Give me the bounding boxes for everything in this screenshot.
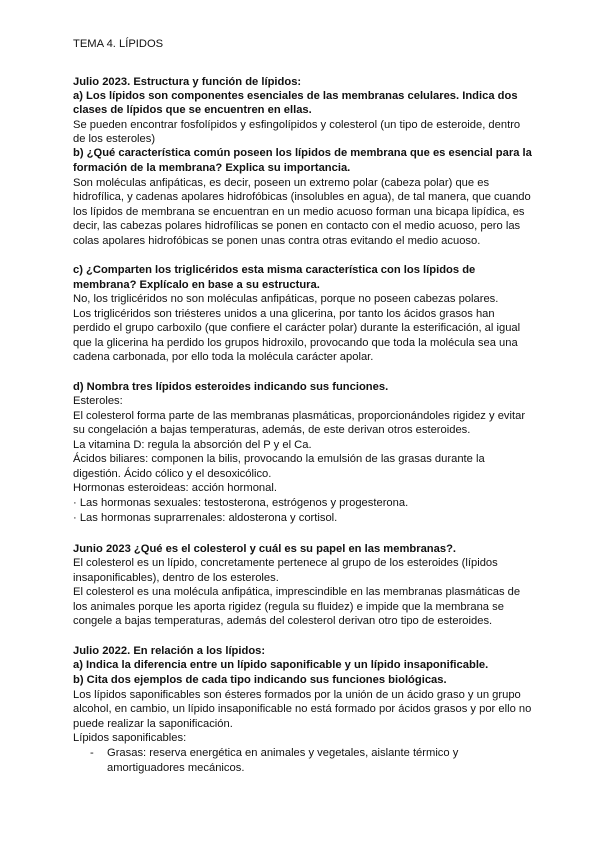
answer-line: Hormonas esteroideas: acción hormonal. — [73, 482, 277, 494]
answer-line: · Las hormonas suprarrenales: aldosterona y cortisol. — [73, 512, 338, 524]
question-d: d) Nombra tres lípidos esteroides indicando sus funciones. — [73, 381, 389, 393]
question-a: a) Los lípidos son componentes esenciales de las membranas celulares. Indica dos — [73, 90, 518, 102]
answer-line: Los triglicéridos son triésteres unidos a una glicerina, por tanto los ácidos grasos han — [73, 308, 495, 320]
answer-line: Se pueden encontrar fosfolípidos y esfingolípidos y colesterol (un tipo de esteroide, dentro — [73, 119, 521, 131]
answer-line: No, los triglicéridos no son moléculas anfipáticas, porque no poseen cabezas polares. — [73, 293, 499, 305]
answer-line: Ácidos biliares: componen la bilis, provocando la emulsión de las grasas durante la — [73, 453, 485, 465]
answer-line: Son moléculas anfipáticas, es decir, poseen un extremo polar (cabeza polar) que es — [73, 177, 490, 189]
question-title: Junio 2023 ¿Qué es el colesterol y cuál es su papel en las membranas?. — [73, 543, 457, 555]
answer-line: su congelación a bajas temperaturas, además, de este derivan otros esteroides. — [73, 424, 471, 436]
bullet-marker: - — [90, 747, 94, 759]
bullet-item: Grasas: reserva energética en animales y vegetales, aislante térmico y — [107, 747, 459, 759]
question-b: b) ¿Qué característica común poseen los lípidos de membrana que es esencial para la — [73, 147, 532, 159]
answer-line: Lípidos saponificables: — [73, 732, 187, 744]
answer-line: insaponificables), dentro de los esteroles. — [73, 572, 279, 584]
answer-line: Esteroles: — [73, 395, 123, 407]
answer-line: · Las hormonas sexuales: testosterona, estrógenos y progesterona. — [73, 497, 409, 509]
answer-line: perdido el grupo carboxilo (que confiere el carácter polar) durante la esterificación, al igual — [73, 322, 521, 334]
answer-line: que la glicerina ha perdido los grupos hidroxilo, provocando que toda la molécula sea una — [73, 337, 518, 349]
question-a: clases de lípidos que se encuentren en ellas. — [73, 104, 312, 116]
answer-line: alcohol, en cambio, un lípido insaponificable no está formado por ácidos grasos y por ello no — [73, 703, 532, 715]
answer-line: congele a bajas temperaturas, además del colesterol derivan otro tipo de esteroides. — [73, 615, 493, 627]
answer-line: El colesterol es un lípido, concretamente pertenece al grupo de los esteroides (lípidos — [73, 557, 498, 569]
answer-line: colas apolares hidrofóbicas se ponen unas contra otras evitando el medio acuoso. — [73, 235, 481, 247]
answer-line: El colesterol forma parte de las membranas plasmáticas, proporcionándoles rigidez y evitar — [73, 410, 526, 422]
answer-line: La vitamina D: regula la absorción del P y el Ca. — [73, 439, 312, 451]
answer-line: cadena carbonada, por ello toda la molécula carácter apolar. — [73, 351, 374, 363]
question-b: b) Cita dos ejemplos de cada tipo indicando sus funciones biológicas. — [73, 674, 447, 686]
answer-line: los lípidos de membrana se encuentran en un medio acuoso forman una bicapa lipídica, es — [73, 206, 525, 218]
question-title: Julio 2022. En relación a los lípidos: — [73, 645, 266, 657]
answer-line: los animales porque les aporta rigidez (regula su fluidez) e impide que la membrana se — [73, 601, 504, 613]
question-title: Julio 2023. Estructura y función de lípidos: — [73, 76, 302, 88]
bullet-item: amortiguadores mecánicos. — [107, 762, 245, 774]
answer-line: puede realizar la saponificación. — [73, 718, 233, 730]
answer-line: digestión. Ácido cólico y el desoxicólico. — [73, 468, 272, 480]
question-a: a) Indica la diferencia entre un lípido saponificable y un lípido insaponificable. — [73, 659, 489, 671]
question-c: c) ¿Comparten los triglicéridos esta misma característica con los lípidos de — [73, 264, 476, 276]
answer-line: El colesterol es una molécula anfipática, imprescindible en las membranas plasmáticas de — [73, 586, 521, 598]
answer-line: Los lípidos saponificables son ésteres formados por la unión de un ácido graso y un grupo — [73, 689, 521, 701]
answer-line: decir, las cabezas polares hidrofílicas se ponen en contacto con el medio acuoso, pero las — [73, 220, 521, 232]
question-c: membrana? Explícalo en base a su estructura. — [73, 279, 320, 291]
answer-line: de los esteroles) — [73, 133, 156, 145]
question-b: formación de la membrana? Explica su importancia. — [73, 162, 351, 174]
document-header: TEMA 4. LÍPIDOS — [73, 38, 164, 50]
answer-line: hidrofílica, y cadenas apolares hidrofóbicas (insolubles en agua), de tal manera, que cuando — [73, 191, 531, 203]
